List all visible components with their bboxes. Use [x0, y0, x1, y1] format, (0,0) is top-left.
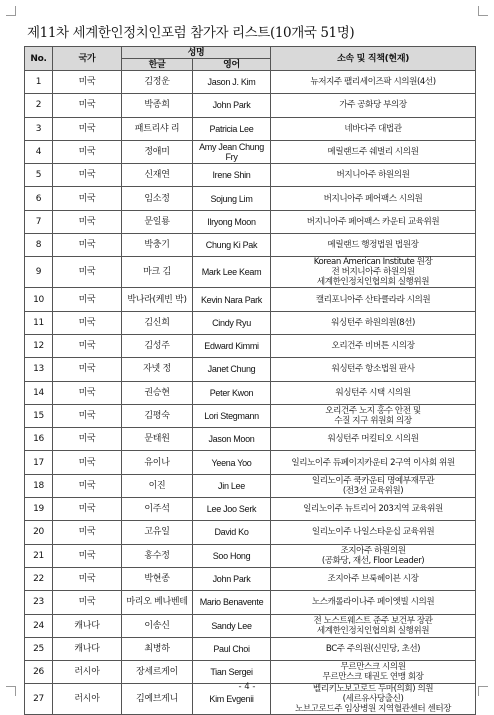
- position-cell: [271, 591, 476, 614]
- country-cell: 미국: [53, 498, 122, 521]
- position-line: 일리노이주 쿡카운티 명예부재무관: [311, 475, 435, 486]
- country-cell: 미국: [53, 591, 122, 614]
- table-row: [25, 358, 476, 381]
- position-line: Korean American Institute 원장: [313, 257, 433, 268]
- korean-name-cell: 김예브게니: [122, 684, 193, 715]
- table-row: [25, 94, 476, 117]
- row-number: 15: [25, 404, 53, 427]
- row-number: 26: [25, 661, 53, 684]
- position-cell: [271, 404, 476, 427]
- table-row: [25, 474, 476, 497]
- country-cell: 미국: [53, 381, 122, 404]
- country-cell: 러시아: [53, 661, 122, 684]
- table-row: [25, 234, 476, 257]
- position-cell: [271, 614, 476, 637]
- position-line: 오리건주 노지 홍수 안전 및: [325, 406, 421, 416]
- country-cell: 미국: [53, 451, 122, 474]
- row-number: 25: [25, 637, 53, 660]
- english-name-cell: Sandy Lee: [193, 614, 271, 637]
- country-cell: 미국: [53, 334, 122, 357]
- row-number: 6: [25, 187, 53, 210]
- row-number: 9: [25, 257, 53, 288]
- english-name-cell: Paul Choi: [193, 637, 271, 660]
- country-cell: 미국: [53, 288, 122, 311]
- position-line: 조지아주 브룩헤이븐 시장: [327, 574, 419, 585]
- english-name-cell: Mark Lee Keam: [193, 257, 271, 288]
- korean-name-cell: 김성주: [122, 334, 193, 357]
- row-number: 4: [25, 140, 53, 163]
- row-number: 11: [25, 311, 53, 334]
- header-no: No.: [25, 47, 53, 71]
- position-cell: [271, 140, 476, 163]
- country-cell: 미국: [53, 140, 122, 163]
- korean-name-cell: 이송신: [122, 614, 193, 637]
- english-name-cell: Edward Kimmi: [193, 334, 271, 357]
- position-line: 세계한인정치인협의회 실행위원: [316, 625, 430, 636]
- position-line: 노스캐롤라이나주 페이엣빌 시의원: [311, 597, 435, 608]
- korean-name-cell: 패트리샤 리: [122, 117, 193, 140]
- table-row: [25, 521, 476, 544]
- position-line: (전3선 교육위원): [342, 485, 404, 496]
- participant-table: [24, 46, 476, 715]
- korean-name-cell: 김평숙: [122, 404, 193, 427]
- header-position: 소속 및 직책(현재): [271, 47, 476, 71]
- english-name-cell: Jin Lee: [193, 474, 271, 497]
- position-line: 조지아주 하원의원: [340, 545, 406, 556]
- country-cell: 미국: [53, 567, 122, 590]
- english-name-cell: John Park: [193, 94, 271, 117]
- korean-name-cell: 문태원: [122, 428, 193, 451]
- table-row: [25, 544, 476, 567]
- english-name-cell: Peter Kwon: [193, 381, 271, 404]
- country-cell: 미국: [53, 521, 122, 544]
- english-name-cell: Ilryong Moon: [193, 210, 271, 233]
- position-cell: [271, 94, 476, 117]
- position-cell: [271, 234, 476, 257]
- page-number: - 4 -: [238, 682, 256, 692]
- english-name-cell: John Park: [193, 567, 271, 590]
- english-name-cell: Patricia Lee: [193, 117, 271, 140]
- position-line: (공화당, 재선, Floor Leader): [321, 555, 425, 566]
- english-name-cell: Tian Sergei: [193, 661, 271, 684]
- header-english-name: 영어: [193, 59, 271, 71]
- korean-name-cell: 장세르게이: [122, 661, 193, 684]
- position-line: 수질 지구 위원회 의장: [334, 416, 412, 426]
- position-cell: [271, 257, 476, 288]
- position-cell: [271, 637, 476, 660]
- position-line: (세르유사당출신): [342, 694, 404, 705]
- row-number: 2: [25, 94, 53, 117]
- header-country: 국가: [53, 47, 122, 71]
- position-cell: [271, 661, 476, 684]
- english-name-cell: Chung Ki Pak: [193, 234, 271, 257]
- crop-mark-top-left: [6, 6, 16, 16]
- english-name-cell: Jason Moon: [193, 428, 271, 451]
- document-title: 제11차 세계한인정치인포럼 참가자 리스트(10개국 51명): [27, 25, 355, 41]
- korean-name-cell: 박종희: [122, 94, 193, 117]
- english-name-cell: Amy Jean Chung Fry: [193, 140, 271, 163]
- position-cell: [271, 474, 476, 497]
- country-cell: 미국: [53, 94, 122, 117]
- position-line: 무르만스크 시의원: [340, 662, 406, 673]
- table-row: [25, 117, 476, 140]
- country-cell: 미국: [53, 404, 122, 427]
- korean-name-cell: 자넷 정: [122, 358, 193, 381]
- row-number: 5: [25, 164, 53, 187]
- english-name-cell: Janet Chung: [193, 358, 271, 381]
- english-name-cell: Lee Joo Serk: [193, 498, 271, 521]
- english-name-cell: Kim Evgenii: [193, 684, 271, 715]
- position-line: 버지니아주 페어팩스 카운티 교육위원: [306, 216, 440, 227]
- english-name-cell: Jason J. Kim: [193, 71, 271, 94]
- table-row: [25, 498, 476, 521]
- row-number: 10: [25, 288, 53, 311]
- table-row: [25, 567, 476, 590]
- row-number: 1: [25, 71, 53, 94]
- english-name-cell: Kevin Nara Park: [193, 288, 271, 311]
- position-line: BC주 주의원(신민당, 초선): [325, 643, 421, 654]
- korean-name-cell: 유이나: [122, 451, 193, 474]
- country-cell: 미국: [53, 187, 122, 210]
- row-number: 21: [25, 544, 53, 567]
- table-row: [25, 334, 476, 357]
- position-line: 메릴랜드주 쉐벌리 시의원: [327, 147, 419, 158]
- table-row: [25, 71, 476, 94]
- position-cell: [271, 117, 476, 140]
- position-line: 오리건주 비버튼 시의장: [331, 341, 415, 352]
- crop-mark-top-right: [478, 6, 488, 16]
- position-line: 버지니아주 하원의원: [336, 170, 410, 181]
- position-cell: [271, 544, 476, 567]
- korean-name-cell: 박나라(케빈 박): [122, 288, 193, 311]
- row-number: 24: [25, 614, 53, 637]
- table-row: [25, 381, 476, 404]
- position-line: 노브고로드주 임상병원 지역혈관센터 센터장: [295, 704, 452, 715]
- row-number: 13: [25, 358, 53, 381]
- country-cell: 러시아: [53, 684, 122, 715]
- row-number: 27: [25, 684, 53, 715]
- country-cell: 미국: [53, 428, 122, 451]
- country-cell: 미국: [53, 311, 122, 334]
- position-line: 전 버지니아주 하원의원: [331, 267, 415, 278]
- position-line: 워싱턴주 항소법원 판사: [331, 364, 415, 375]
- table-row: [25, 257, 476, 288]
- table-row: [25, 164, 476, 187]
- english-name-cell: David Ko: [193, 521, 271, 544]
- position-cell: [271, 187, 476, 210]
- country-cell: 미국: [53, 71, 122, 94]
- table-row: [25, 428, 476, 451]
- position-cell: [271, 567, 476, 590]
- korean-name-cell: 홍수정: [122, 544, 193, 567]
- row-number: 19: [25, 498, 53, 521]
- english-name-cell: Soo Hong: [193, 544, 271, 567]
- country-cell: 미국: [53, 544, 122, 567]
- korean-name-cell: 박충기: [122, 234, 193, 257]
- row-number: 18: [25, 474, 53, 497]
- table-row: [25, 637, 476, 660]
- table-row: [25, 288, 476, 311]
- position-line: 일리노이주 나일스타운십 교육위원: [311, 527, 435, 538]
- position-cell: [271, 428, 476, 451]
- korean-name-cell: 마크 김: [122, 257, 193, 288]
- position-cell: [271, 451, 476, 474]
- row-number: 16: [25, 428, 53, 451]
- table-row: [25, 404, 476, 427]
- position-line: 캘리포니아주 산타클라라 시의원: [315, 294, 431, 305]
- position-cell: [271, 210, 476, 233]
- table-row: [25, 311, 476, 334]
- english-name-cell: Irene Shin: [193, 164, 271, 187]
- row-number: 3: [25, 117, 53, 140]
- position-line: 세계한인정치인협의회 실행위원: [316, 277, 430, 288]
- row-number: 17: [25, 451, 53, 474]
- korean-name-cell: 최병하: [122, 637, 193, 660]
- position-cell: [271, 334, 476, 357]
- position-cell: [271, 358, 476, 381]
- position-cell: [271, 311, 476, 334]
- row-number: 7: [25, 210, 53, 233]
- position-cell: [271, 381, 476, 404]
- country-cell: 미국: [53, 358, 122, 381]
- position-line: 버지니아주 페어팩스 시의원: [323, 193, 423, 204]
- country-cell: 캐나다: [53, 614, 122, 637]
- row-number: 22: [25, 567, 53, 590]
- english-name-cell: Sojung Lim: [193, 187, 271, 210]
- position-cell: [271, 288, 476, 311]
- korean-name-cell: 고유일: [122, 521, 193, 544]
- korean-name-cell: 권승현: [122, 381, 193, 404]
- country-cell: 미국: [53, 234, 122, 257]
- header-korean-name: 한글: [122, 59, 193, 71]
- table-row: [25, 614, 476, 637]
- position-line: 일리노이주 뉴트리어 203지역 교육위원: [303, 504, 443, 515]
- position-cell: [271, 521, 476, 544]
- row-number: 20: [25, 521, 53, 544]
- position-line: 워싱턴주 머킬티오 시의원: [327, 434, 419, 445]
- table-row: [25, 210, 476, 233]
- korean-name-cell: 정애미: [122, 140, 193, 163]
- row-number: 8: [25, 234, 53, 257]
- position-line: 벨리키노보고로드 두마(의회) 의원: [312, 684, 434, 695]
- position-cell: [271, 498, 476, 521]
- row-number: 23: [25, 591, 53, 614]
- korean-name-cell: 임소정: [122, 187, 193, 210]
- country-cell: 미국: [53, 164, 122, 187]
- position-cell: [271, 71, 476, 94]
- english-name-cell: Cindy Ryu: [193, 311, 271, 334]
- table-row: [25, 140, 476, 163]
- position-line: 일리노이주 듀페이지카운티 2구역 이사회 위원: [291, 457, 455, 468]
- korean-name-cell: 마리오 베나벤테: [122, 591, 193, 614]
- row-number: 12: [25, 334, 53, 357]
- korean-name-cell: 이주석: [122, 498, 193, 521]
- english-name-cell: Mario Benavente: [193, 591, 271, 614]
- korean-name-cell: 김신희: [122, 311, 193, 334]
- position-line: 워싱턴주 하원의원(8선): [331, 317, 415, 328]
- position-line: 메릴랜드 행정법원 법원장: [327, 240, 419, 251]
- header-name: 성명: [122, 47, 271, 59]
- korean-name-cell: 박현종: [122, 567, 193, 590]
- row-number: 14: [25, 381, 53, 404]
- korean-name-cell: 신재연: [122, 164, 193, 187]
- position-line: 무르만스크 태권도 연맹 회장: [322, 672, 424, 683]
- english-name-cell: Lori Stegmann: [193, 404, 271, 427]
- country-cell: 미국: [53, 210, 122, 233]
- country-cell: 미국: [53, 474, 122, 497]
- position-line: 워싱턴주 시택 시의원: [335, 387, 411, 398]
- position-cell: [271, 164, 476, 187]
- position-line: 뉴저지주 팰리세이즈팍 시의원(4선): [310, 77, 436, 88]
- table-row: [25, 187, 476, 210]
- korean-name-cell: 김정운: [122, 71, 193, 94]
- country-cell: 캐나다: [53, 637, 122, 660]
- table-row: [25, 661, 476, 684]
- position-line: 전 노스트웨스트 준주 보건부 장관: [313, 615, 433, 626]
- position-line: 가주 공화당 부의장: [339, 100, 407, 111]
- country-cell: 미국: [53, 117, 122, 140]
- korean-name-cell: 문일룡: [122, 210, 193, 233]
- table-row: [25, 591, 476, 614]
- korean-name-cell: 이진: [122, 474, 193, 497]
- table-row: [25, 451, 476, 474]
- participant-rows: [25, 71, 476, 715]
- country-cell: 미국: [53, 257, 122, 288]
- position-line: 네바다주 대법관: [344, 123, 402, 134]
- english-name-cell: Yeena Yoo: [193, 451, 271, 474]
